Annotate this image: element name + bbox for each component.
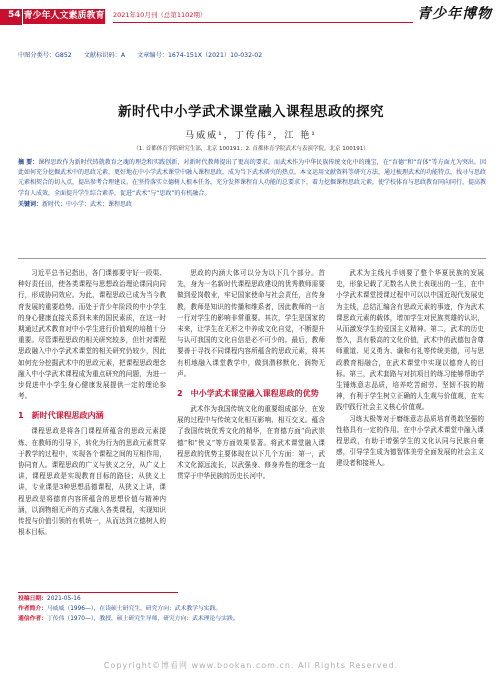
article-title: 新时代中小学武术课堂融入课程思政的探究 (118, 104, 384, 120)
journal-logo: 青少年博物 (417, 6, 492, 22)
document-code: 文献标识码：A (83, 52, 126, 59)
header-rule (113, 22, 413, 23)
copyright-watermark: Copyright©博看网 www.bookan.com.cn. All Rights Reserved. (103, 661, 399, 670)
abstract (18, 158, 486, 199)
keywords-label: 关键词： (18, 200, 43, 208)
body-column-1 (18, 268, 166, 538)
received-value: 2021-05-16 (47, 596, 81, 602)
received-date (18, 594, 488, 604)
abstract-block (18, 158, 486, 210)
abstract-label: 摘 要： (18, 159, 39, 166)
body-column-2 (177, 268, 325, 482)
page-header (0, 0, 502, 36)
issue-info: 2021年10月刊（总第1102期） (113, 11, 207, 19)
author-bio-label: 作者简介： (18, 606, 47, 612)
abstract-divider (18, 258, 486, 259)
keywords (18, 200, 486, 210)
paragraph: 习近平总书记指出，各门课都要守好一段渠、种好责任田，使各类课程与思想政治理论课同向同行，形成协同效应。为此，课程思政已成为当今教育发展的重要趋势。而处于青少年阶段的中小学生的身心健康直接关系到未来的国民素质，在这一时期通过武术教育对中小学生进行价值观的培植十分重要。尽管课程思政的相关研究较多，但针对课程思政融入中小学武术课堂的相关研究仍较少，因此如何充分挖掘武术中的思政元素，把课程思政理念融入中小学武术课程成为重点研究的问题，为进一步促进中小学生身心健康发展提供一定的理论参考。 (18, 269, 166, 401)
keywords-text: 新时代；中小学；武术；课程思政 (42, 200, 133, 208)
author-affiliation: （1. 首都体育学院研究生部，北京 100191；2. 首都体育学院武术与表演学院，北京 100191） (133, 146, 369, 152)
author-list: 马威威¹，丁传伟²，江 艳¹ (185, 131, 317, 141)
paragraph: 武术作为我国传统文化的重要组成部分，在发展的过程中与传统文化相互影响、相互交叉。蕴含了我国传统优秀文化的精华，在育德方面“尚武崇德”和“侠义”等方面效果显著。将武术课堂融入课程思政的优势主要体现在以下几个方面：第一，武术文化源远流长，以武强身、修身养性的理念一直贯穿于中华民族的历史长河中。 (177, 405, 325, 481)
paragraph: 武术为主线凡手则要了整个华夏民族的发展史，形象记载了无数名人侠士表现出的一生，在中小学武术课堂授课过程中可以以中国近现代发展史为主线，总结汇编含有思政元素的事迹，作为武术课思政元素的载体，增加学生对民族英雄的认识，从而激发学生的爱国主义精神。第二，武术的历史悠久，具有极高的文化价值，武术中的武德包含尊师重道、见义勇为、谦和有礼等传统美德，可与思政教育相融合，在武术课堂中实现以德育人的目标。第三，武术套路与对抗项目的练习能够帮助学生锤炼意志品质，培养吃苦耐劳、坚韧不拔的精神，有利于学生树立正确的人生观与价值观，在实践中践行社会主义核心价值观。 (336, 269, 484, 412)
body-column-3 (336, 268, 484, 470)
corresponding-label: 通信作者： (18, 616, 47, 622)
clc-number: 中图分类号：G852 (18, 52, 72, 59)
classification-line (18, 50, 488, 59)
page-number: 54 (8, 10, 21, 20)
journal-name-badge: 青少年人文素质教育 (22, 8, 106, 25)
section-heading-1: 1 新时代课程思政内涵 (18, 411, 104, 421)
article-number: 文章编号：1674-151X（2021）10-032-02 (137, 52, 263, 59)
paragraph: 思政的内涵大体可以分为以下几个部分。首先，身为一名新时代课程思政建设的优秀教师需要做到爱岗敬业，牢记国家使命与社会责任，言传身教，教师是知识的传播和维系者，因此教师的一言一行对学生的影响非常重要。其次，学生是国家的未来，让学生在无形之中养成文化自觉，不断提升与认可我国的文化自信是必不可少的。最后，教师要善于寻找不同课程内容所蕴含的思政元素，将其有机地融入课堂教学中，做到潜移默化、润物无声。 (177, 269, 325, 378)
author-bio-value: 马威威（1996—），在读硕士研究生，研究方向：武术教学与实践。 (47, 606, 222, 612)
corresponding-author (18, 614, 488, 624)
section-heading-2: 2 中小学武术课堂融入课程思政的优势 (177, 389, 319, 399)
footnote-rule (18, 592, 178, 593)
author-bio (18, 604, 488, 614)
paragraph: 习练太极等对于磨练意志品质培育勇敢坚强的性格具有一定的作用。在中小学武术课堂中融入课程思政，有助于增强学生的文化认同与民族自豪感，引导学生成为德智体美劳全面发展的社会主义建设者和接班人。 (336, 414, 484, 468)
corresponding-value: 丁传伟（1970—），教授，硕士研究生导师，研究方向：武术理论与实践。 (47, 616, 239, 622)
paragraph: 课程思政是将各门课程所蕴含的思政元素提炼、在教师的引导下，转化为行为的思政元素贯穿于教学的过程中，实现各个课程之间的互相作用，协同育人。课程思政的广义与狭义之分，从广义上讲，课程思政是实现教育目标的路径；从狭义上讲，专业课是3种思想品德课程，从狭义上讲，课程思政是将德育内容所蕴含的思想价值与精神内涵，以润物细无声的方式融入各类课程，实现知识传授与价值引领的有机统一，从而达到立德树人的根本目标。 (18, 427, 166, 537)
received-label: 投稿日期： (18, 596, 47, 602)
abstract-text: 课程思政作为新时代铸就教育之魂的理念和实践创新，对新时代教师提出了更高的要求。而武术作为中华民族传统文化中的瑰宝，在“育德”和“育体”等方面尤为突出。因此如何充分挖掘武术中的思政元素，更好地在中小学武术课堂中融入课程思政，成为当下武术研究的热点。本文运用文献资料等研究方法，通过梳理武术的功能特点，找寻与思政元素相契合的切入点，提出参考合理建议。在坚持落实立德树人根本任务，充分发挥课程育人功能的总要求下，着力挖掘课程思政元素，使学校体育与思政教育同向同行，提高教学育人成效，全面提升学生综合素养，促进“武术”与“思政”的有机融合。 (18, 159, 487, 197)
footnotes (18, 594, 488, 624)
